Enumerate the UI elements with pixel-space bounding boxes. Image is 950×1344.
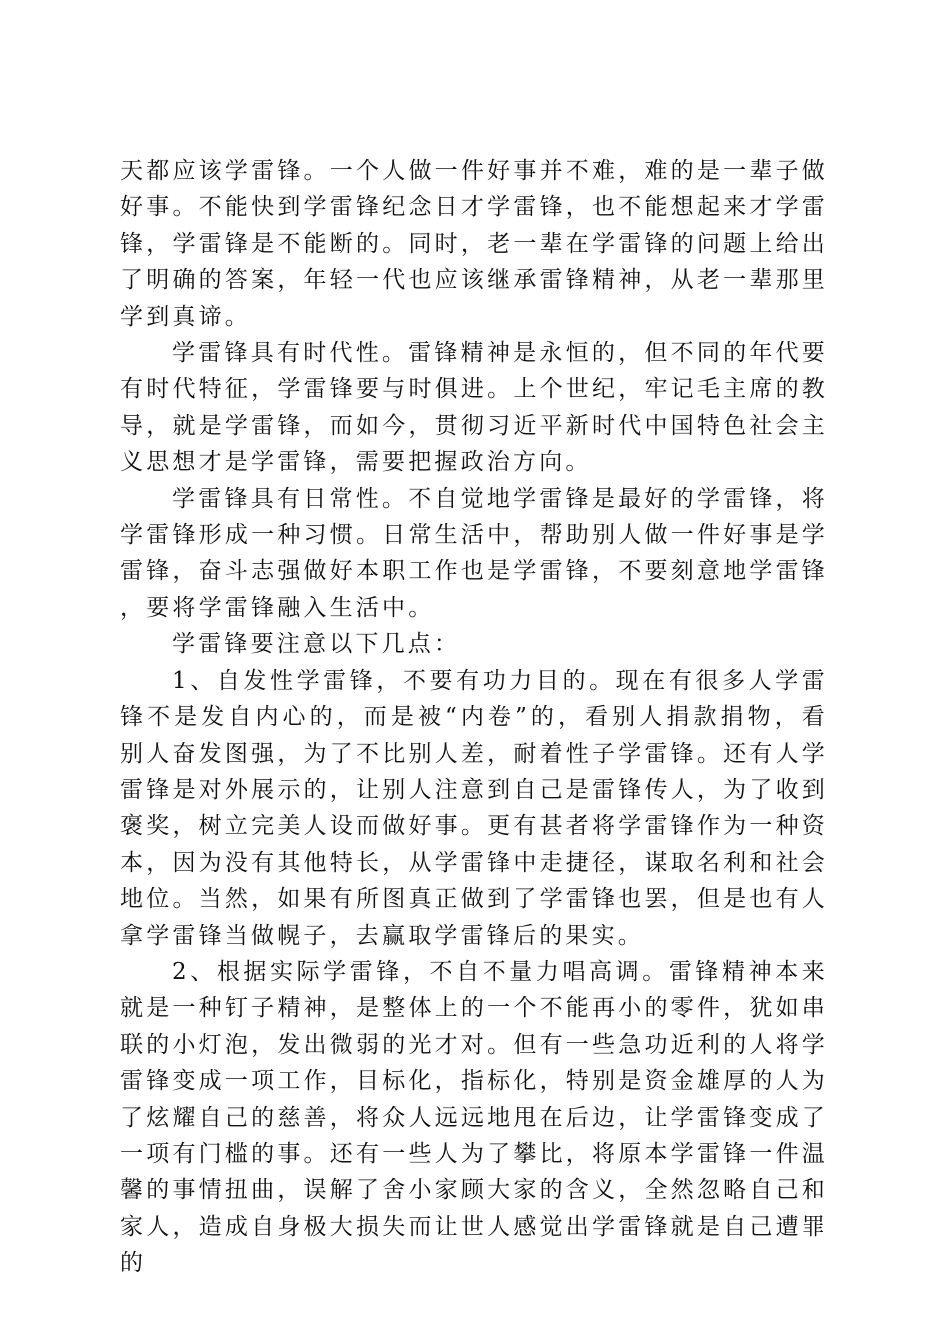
paragraph-6: 2、根据实际学雷锋，不自不量力唱高调。雷锋精神本来就是一种钉子精神，是整体上的一个不能再小的零件，犹如串联的小灯泡，发出微弱的光才对。但有一些急功近利的人将学雷锋变成一项工作，目标化，指标化，特别是资金雄厚的人为了炫耀自己的慈善，将众人远远地甩在后边，让学雷锋变成了一项有门槛的事。还有一些人为了攀比，将原本学雷锋一件温馨的事情扭曲，误解了舍小家顾大家的含义，全然忽略自己和家人，造成自身极大损失而让世人感觉出学雷锋就是自己遭罪的 (120, 958, 828, 1277)
document-page (120, 153, 828, 1282)
paragraph-1: 天都应该学雷锋。一个人做一件好事并不难，难的是一辈子做好事。不能快到学雷锋纪念日才学雷锋，也不能想起来才学雷锋，学雷锋是不能断的。同时，老一辈在学雷锋的问题上给出了明确的答案，年轻一代也应该继承雷锋精神，从老一辈那里学到真谛。 (120, 158, 828, 330)
paragraph-2: 学雷锋具有时代性。雷锋精神是永恒的，但不同的年代要有时代特征，学雷锋要与时俱进。上个世纪，牢记毛主席的教导，就是学雷锋，而如今，贯彻习近平新时代中国特色社会主义思想才是学雷锋，需要把握政治方向。 (120, 340, 828, 476)
paragraph-3: 学雷锋具有日常性。不自觉地学雷锋是最好的学雷锋，将学雷锋形成一种习惯。日常生活中，帮助别人做一件好事是学雷锋，奋斗志强做好本职工作也是学雷锋，不要刻意地学雷锋，要将学雷锋融入生活中。 (120, 485, 828, 621)
paragraph-5: 1、自发性学雷锋，不要有功力目的。现在有很多人学雷锋不是发自内心的，而是被“内卷”的，看别人捐款捐物，看别人奋发图强，为了不比别人差，耐着性子学雷锋。还有人学雷锋是对外展示的，让别人注意到自己是雷锋传人，为了收到褒奖，树立完美人设而做好事。更有甚者将学雷锋作为一种资本，因为没有其他特长，从学雷锋中走捷径，谋取名利和社会地位。当然，如果有所图真正做到了学雷锋也罢，但是也有人拿学雷锋当做幌子，去赢取学雷锋后的果实。 (120, 667, 828, 949)
paragraph-4: 学雷锋要注意以下几点： (172, 631, 461, 658)
